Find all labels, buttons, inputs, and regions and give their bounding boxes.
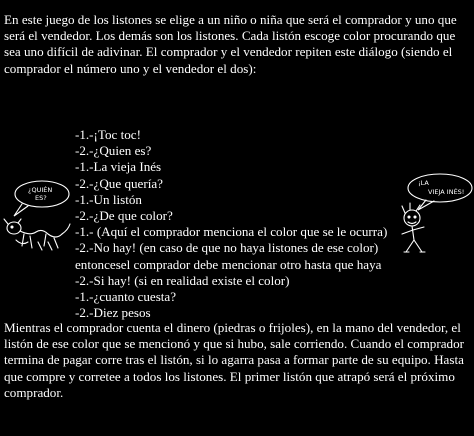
dialog-line: -2.-Diez pesos: [75, 305, 151, 321]
dialog-line: -2.-¿Que quería?: [75, 175, 163, 191]
dialog-line: -1.-La vieja Inés: [75, 159, 162, 175]
cartoon-dog-sketch-icon: [2, 176, 74, 254]
dialog-line: -2.-Si hay! (si en realidad existe el color): [75, 272, 290, 288]
dialog-line: -1.-¡Toc toc!: [75, 127, 141, 142]
dialog-line: -2.-No hay! (en caso de que no haya listones de ese color): [75, 240, 379, 256]
intro-paragraph: En este juego de los listones se elige a un niño o niña que será el comprador y uno que será el vendedor. Los demás son los listones. Cada listón escoge color procurando que sea uno difícil de adivinar. El comprador y el vendedor repiten este diálogo (siendo el comprador el número uno y el vendedor el dos):: [4, 12, 457, 76]
bubble-text: VIEJA INÉS!: [428, 188, 465, 196]
dialog-line: entoncesel comprador debe mencionar otro hasta que haya: [75, 256, 382, 272]
dialog-line: -1.-Un listón: [75, 191, 142, 207]
cartoon-kid-sketch-icon: [396, 172, 474, 256]
dialog-list: [75, 127, 405, 321]
bubble-text: ¡LA: [418, 179, 429, 187]
dialog-line: -1.-¿cuanto cuesta?: [75, 289, 177, 305]
dialog-line: -2.-¿De que color?: [75, 208, 173, 224]
dialog-line: -2.-¿Quien es?: [75, 143, 152, 159]
outro-paragraph: Mientras el comprador cuenta el dinero (piedras o frijoles), en la mano del vendedor, el listón de ese color que se mencionó y que si hubo, sale corriendo. Cuando el comprador termina de pagar corre tras el listón, si lo agarra pasa a formar parte de su equipo. Hasta que compre y corretee a todos los listones. El primer listón que atrapó será el próximo comprador.: [4, 320, 464, 400]
bubble-text: ES?: [35, 194, 47, 202]
dialog-line: -1.- (Aquí el comprador menciona el color que se le ocurra): [75, 224, 388, 240]
bubble-text: ¿QUIÉN: [28, 186, 53, 194]
